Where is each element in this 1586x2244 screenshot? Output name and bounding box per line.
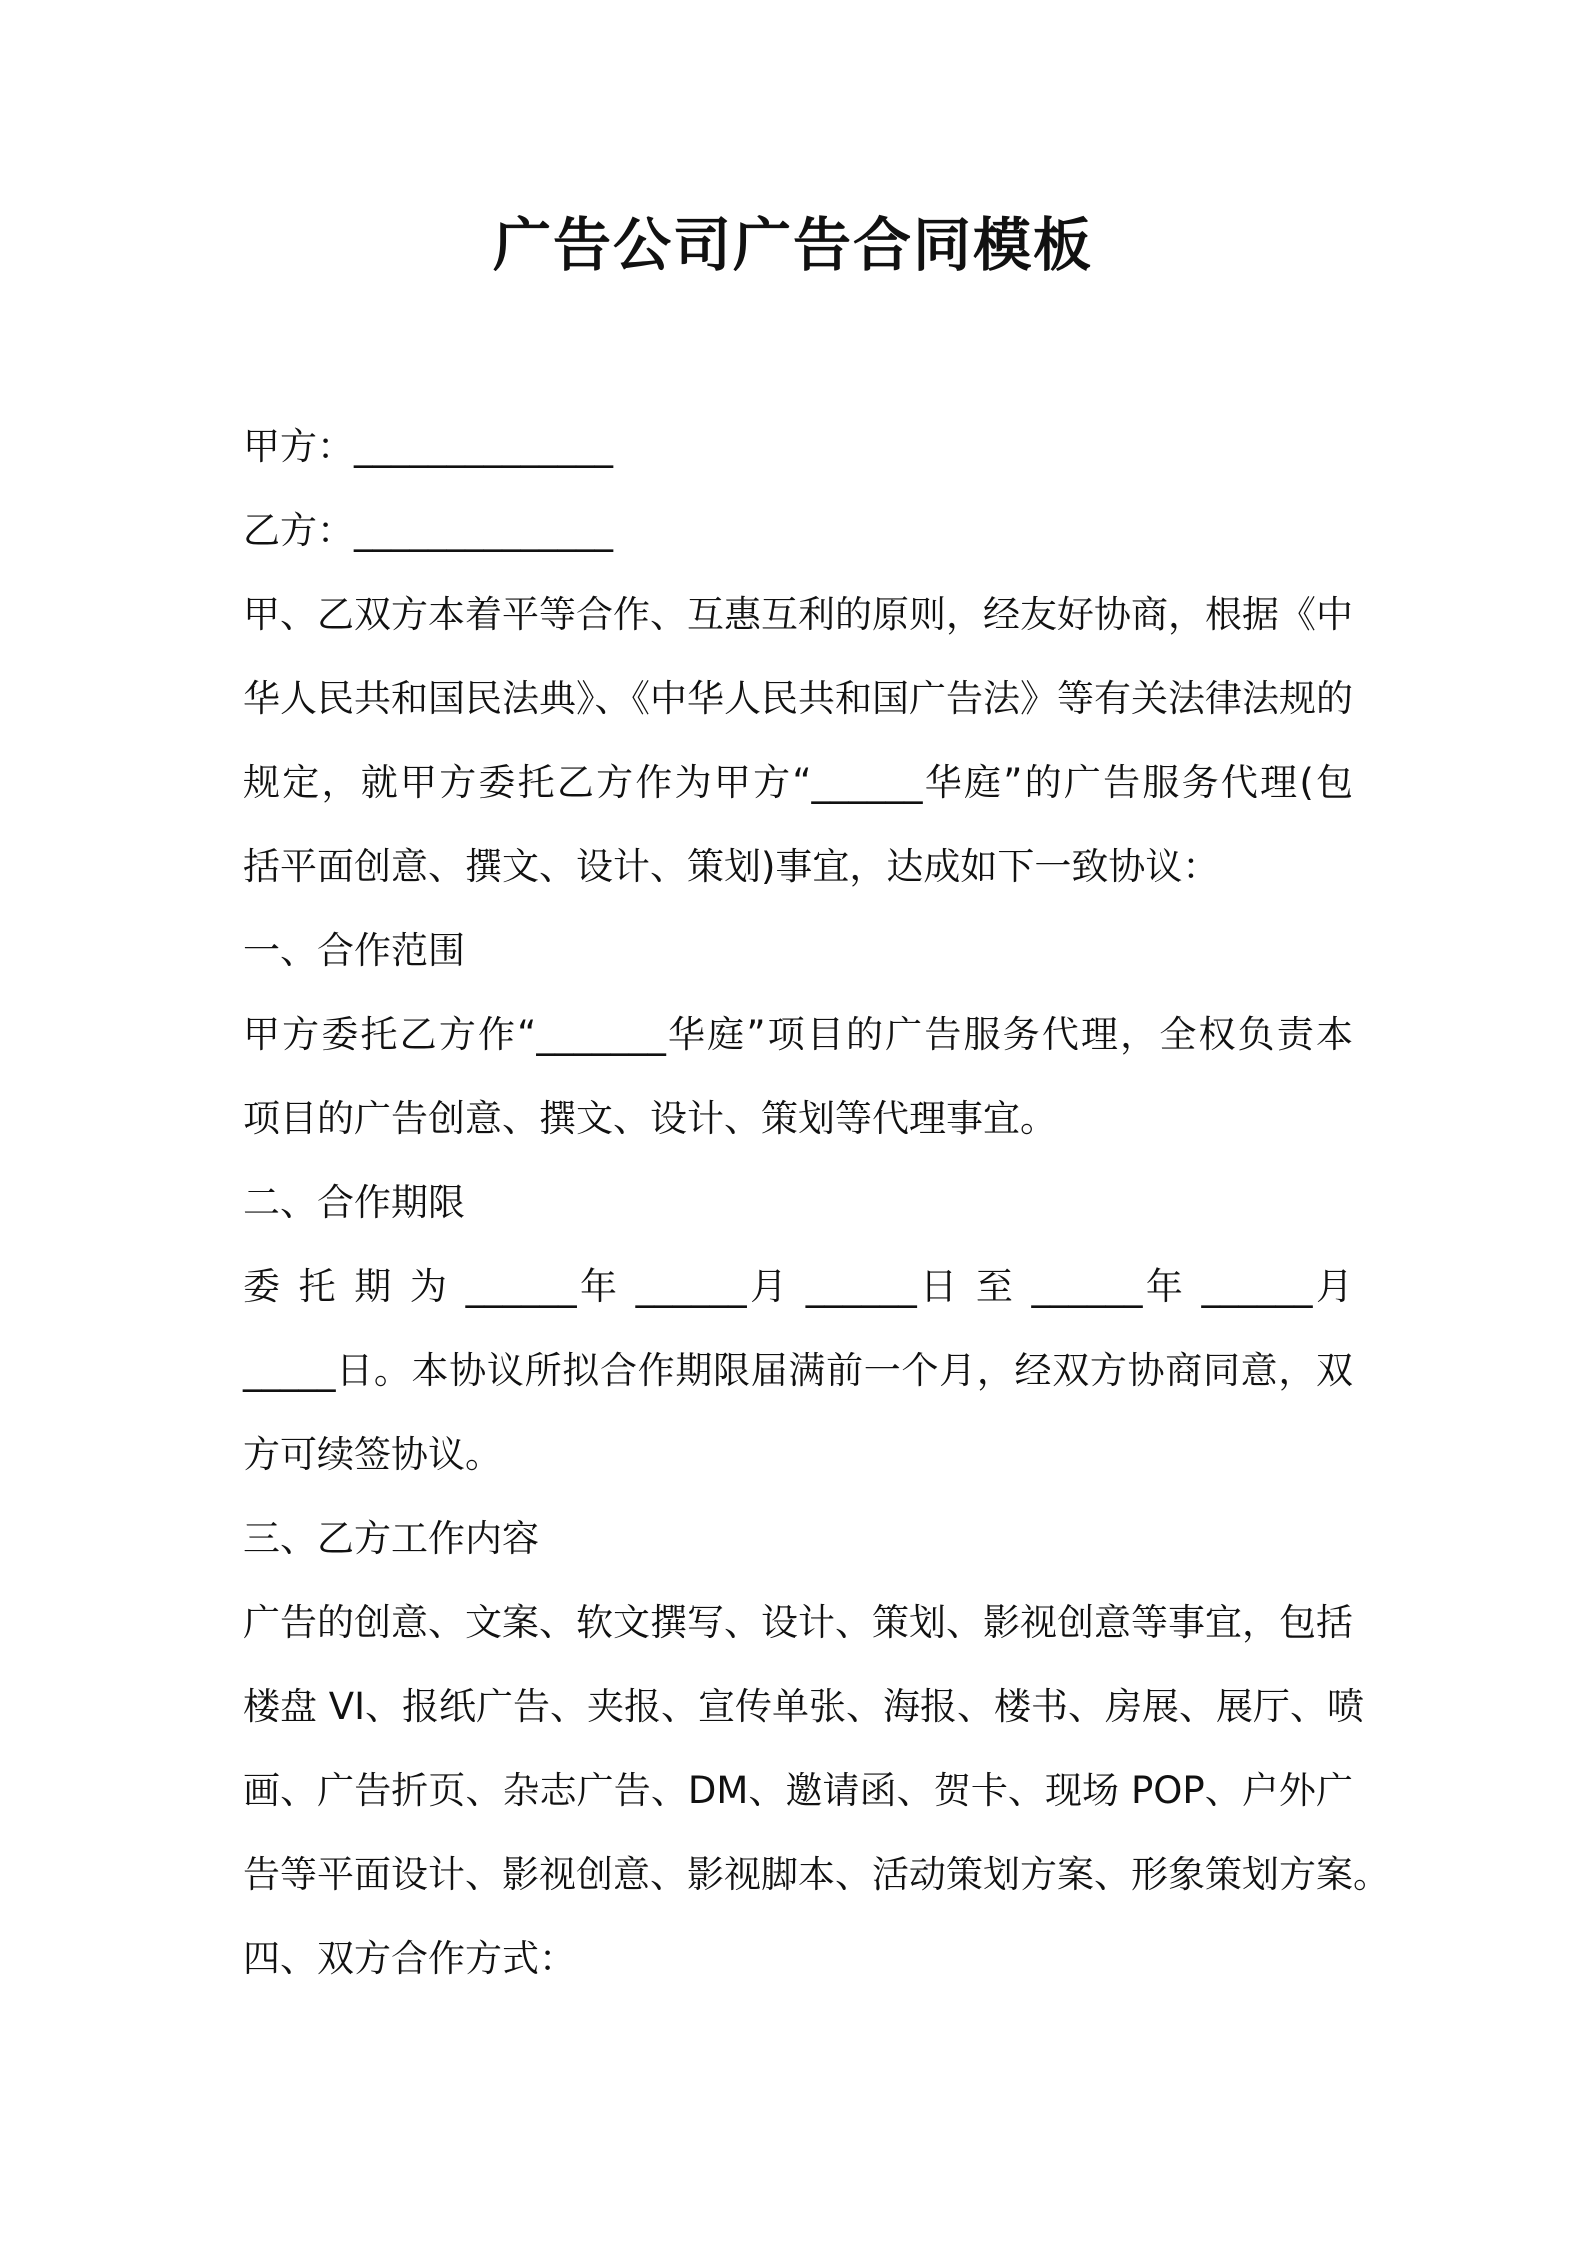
preamble-line-3: 规定，就甲方委托乙方作为甲方“______华庭”的广告服务代理(包 — [243, 761, 1353, 804]
term-line-1: 委 托 期 为 ______年 ______月 ______日 至 ______年 ______月 — [243, 1265, 1353, 1308]
preamble-line-2: 华人民共和国民法典》、《中华人民共和国广告法》等有关法律法规的 — [243, 677, 1353, 720]
section-heading-scope: 一、合作范围 — [243, 929, 465, 972]
scope-line-2: 项目的广告创意、撰文、设计、策划等代理事宜。 — [243, 1097, 1057, 1140]
work-line-3: 画、广告折页、杂志广告、DM、邀请函、贺卡、现场 POP、户外广 — [243, 1769, 1353, 1812]
work-line-1: 广告的创意、文案、软文撰写、设计、策划、影视创意等事宜，包括 — [243, 1601, 1353, 1644]
scope-line-1: 甲方委托乙方作“_______华庭”项目的广告服务代理，全权负责本 — [243, 1013, 1353, 1056]
party-a-line: 甲方：______________ — [243, 425, 613, 468]
work-line-2: 楼盘 VI、报纸广告、夹报、宣传单张、海报、楼书、房展、展厅、喷 — [243, 1685, 1364, 1728]
term-line-2: _____日。本协议所拟合作期限届满前一个月，经双方协商同意，双 — [243, 1349, 1353, 1392]
section-heading-cooperation: 四、双方合作方式： — [243, 1937, 576, 1980]
term-line-3: 方可续签协议。 — [243, 1433, 502, 1476]
preamble-line-1: 甲、乙双方本着平等合作、互惠互利的原则，经友好协商，根据《中 — [243, 593, 1353, 636]
preamble-line-4: 括平面创意、撰文、设计、策划)事宜，达成如下一致协议： — [243, 845, 1220, 888]
section-heading-work: 三、乙方工作内容 — [243, 1517, 539, 1560]
document-title: 广告公司广告合同模板 — [492, 211, 1093, 279]
section-heading-term: 二、合作期限 — [243, 1181, 465, 1224]
work-line-4: 告等平面设计、影视创意、影视脚本、活动策划方案、形象策划方案。 — [243, 1853, 1390, 1896]
document-body — [243, 405, 1390, 2001]
party-b-line: 乙方：______________ — [243, 509, 613, 552]
